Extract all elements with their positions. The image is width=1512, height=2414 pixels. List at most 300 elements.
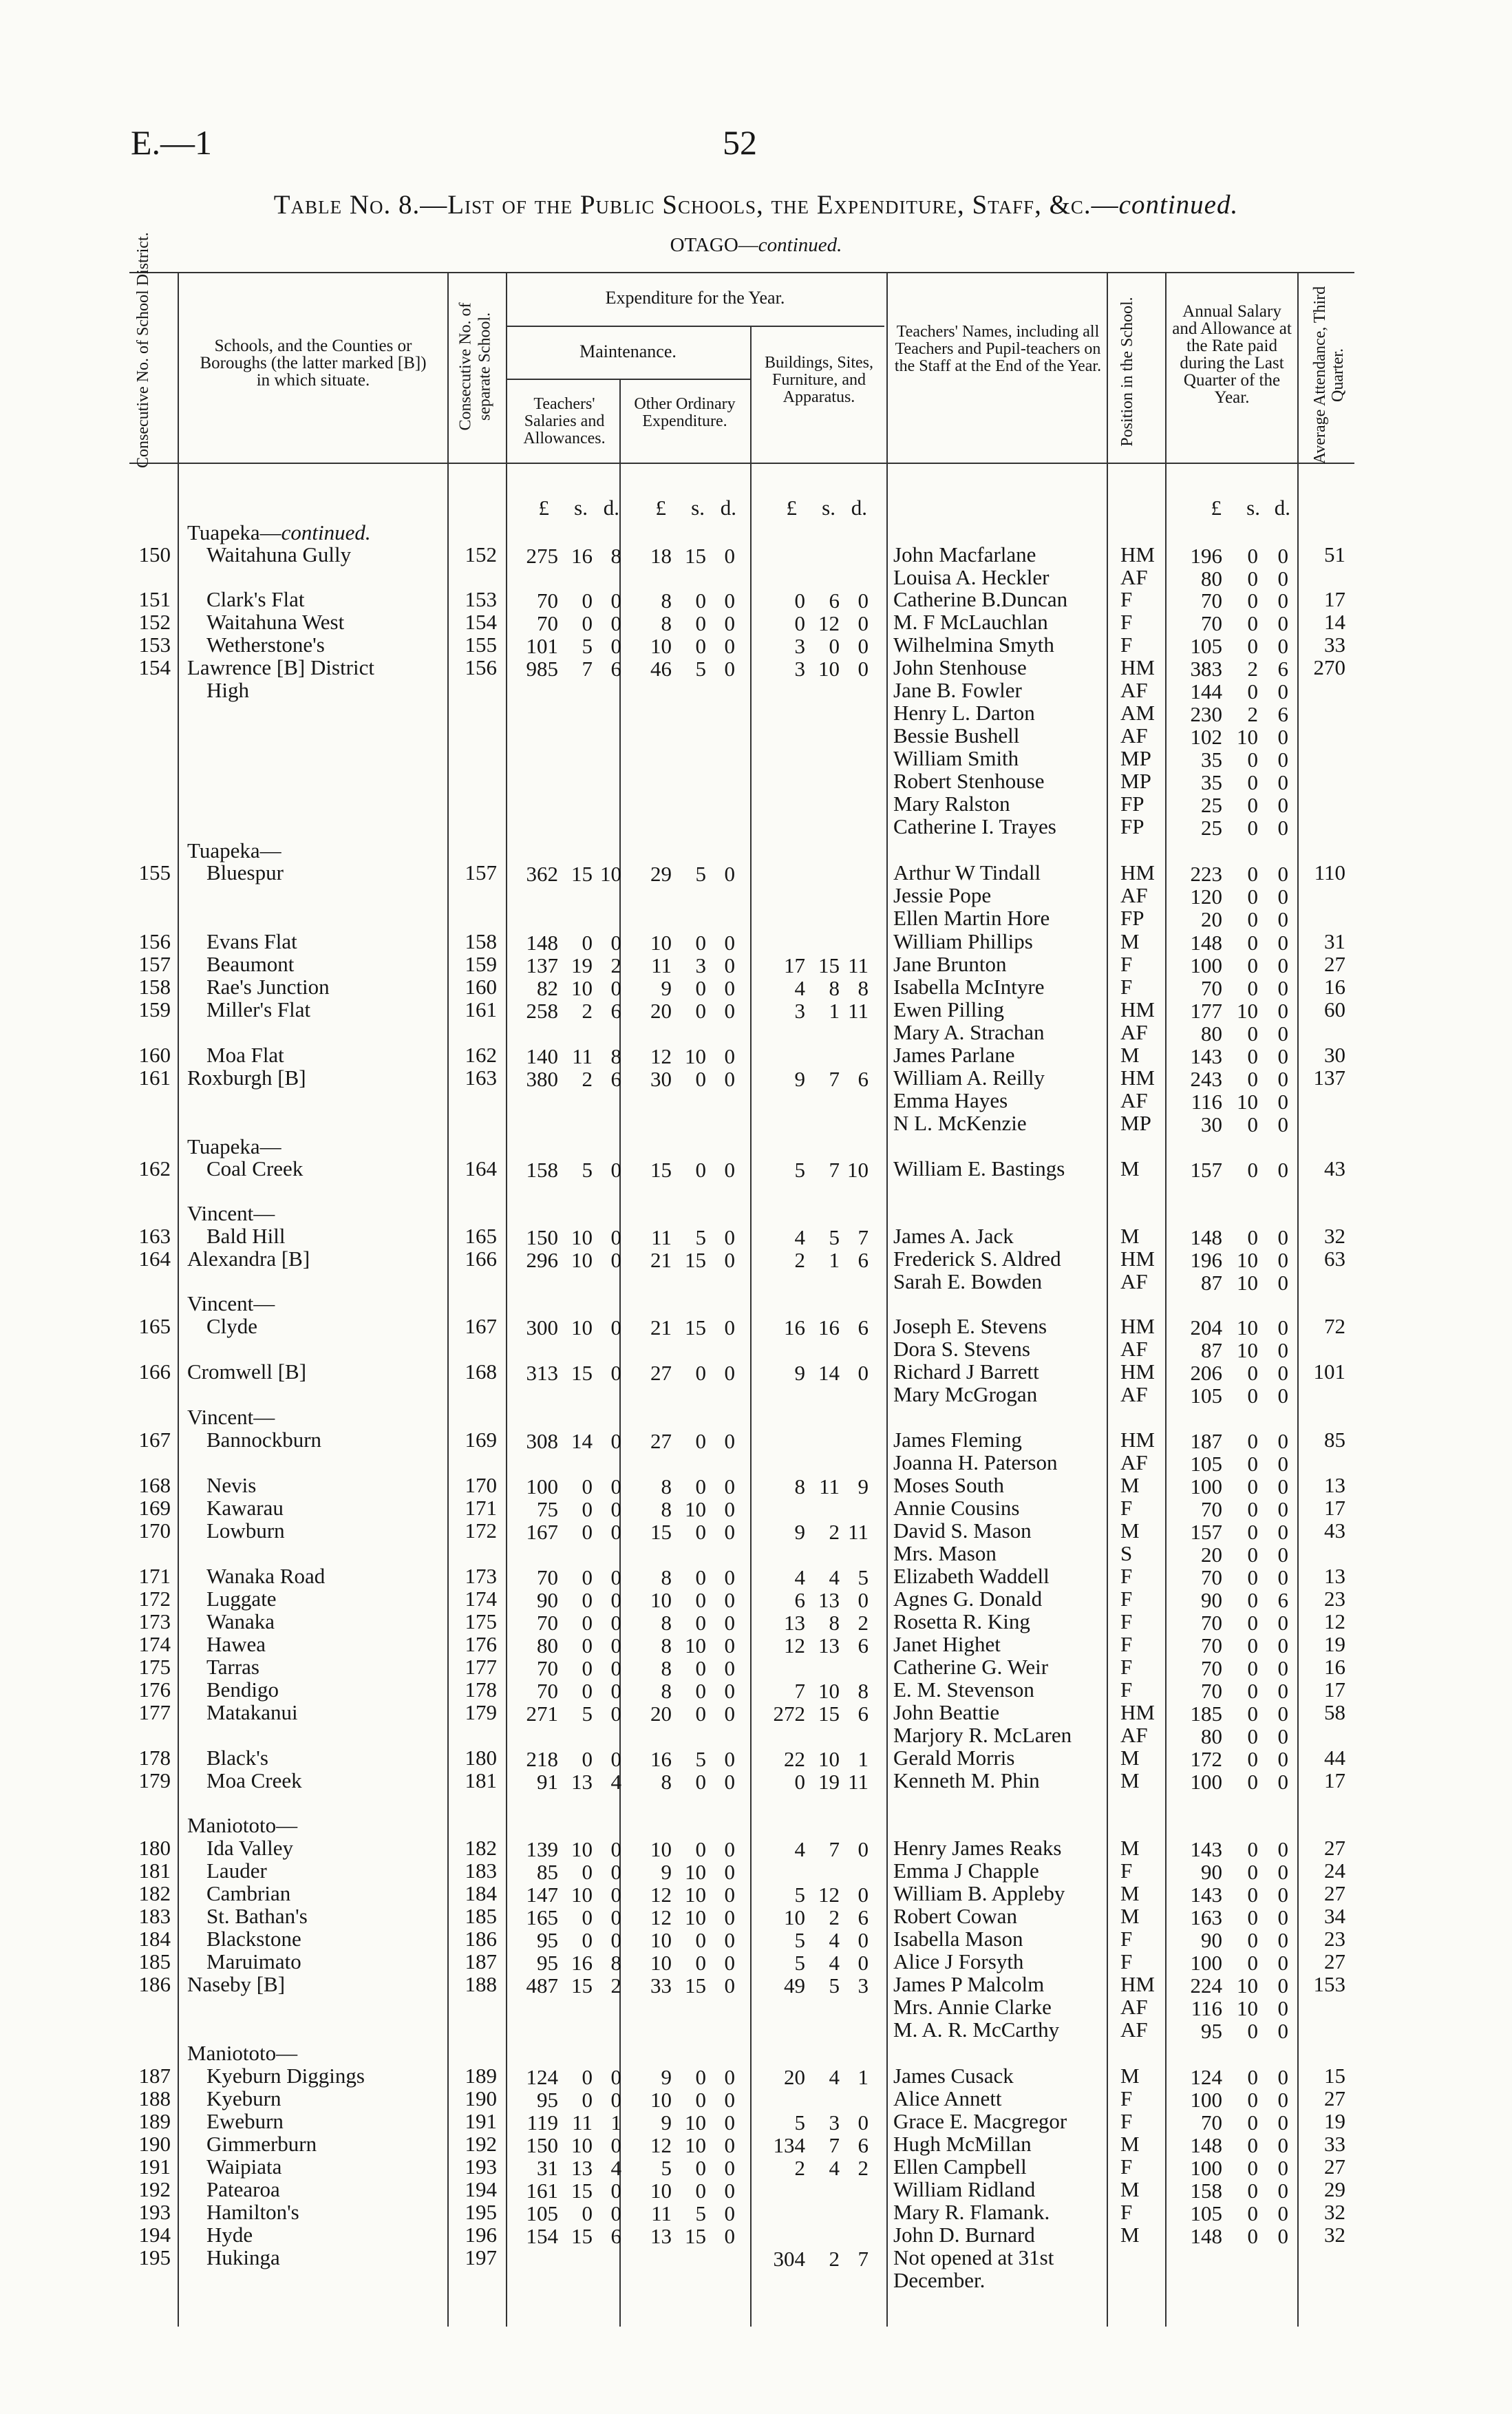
teacher-salary-pounds: 243 [1190,1067,1222,1091]
teacher-position: M [1120,1746,1140,1770]
other-expenditure-amount-pounds: 10 [650,1928,672,1952]
teacher-name: Mrs. Mason [893,1541,997,1565]
buildings-amount [761,2065,869,2090]
header-other-expenditure: Other Ordinary Expenditure. [634,395,736,430]
teacher-salary [1177,725,1288,750]
teacher-salary-shillings: 0 [1247,1361,1258,1385]
buildings-amount-pounds: 9 [794,1361,805,1385]
teachers-salaries-amount-pence: 0 [610,589,621,613]
subtitle-region: OTAGO— [670,234,758,256]
teacher-salary-pence: 0 [1277,1611,1288,1635]
district-number: 156 [138,929,171,953]
teacher-salary-shillings: 0 [1247,2019,1258,2043]
teacher-salary [1177,2019,1288,2044]
buildings-amount-shillings: 1 [829,999,840,1023]
other-expenditure-amount-pence: 0 [724,2179,735,2203]
teacher-salary-pounds: 70 [1201,611,1222,635]
teachers-salaries-amount [513,976,621,1001]
other-expenditure-amount [632,1928,735,1953]
teacher-salary-shillings: 0 [1247,544,1258,568]
district-number: 185 [138,1949,171,1973]
buildings-amount-pence: 0 [858,1951,869,1975]
other-expenditure-amount-shillings: 10 [685,1905,706,1929]
teachers-salaries-amount-pounds: 300 [526,1315,558,1340]
other-expenditure-amount-pounds: 10 [650,1837,672,1861]
buildings-amount-pence: 7 [858,1225,869,1249]
separate-school-number: 168 [465,1359,497,1384]
teacher-salary-pounds: 116 [1191,1090,1222,1114]
buildings-amount-shillings: 14 [818,1361,840,1385]
average-attendance: 32 [1324,2223,1345,2247]
buildings-amount-pounds: 304 [773,2247,805,2271]
school-name: Moa Flat [206,1043,284,1067]
county-group-heading: Vincent— [187,1201,275,1225]
buildings-amount-pounds: 0 [794,611,805,635]
school-name: Roxburgh [B] [187,1066,306,1090]
school-name: Ida Valley [206,1836,293,1860]
school-name: Wanaka Road [206,1564,326,1588]
buildings-amount [761,1158,869,1183]
teacher-salary-pounds: 100 [1190,1951,1222,1975]
teachers-salaries-amount [513,1747,621,1772]
teacher-salary-pence: 0 [1277,1067,1288,1091]
teachers-salaries-amount-pounds: 158 [526,1158,558,1182]
teacher-position: M [1120,1043,1140,1067]
teacher-salary-pounds: 20 [1201,907,1222,931]
other-expenditure-amount [632,1883,735,1907]
teachers-salaries-amount [513,931,621,955]
separate-school-number: 172 [465,1518,497,1543]
teachers-salaries-amount-pence: 0 [610,931,621,955]
other-expenditure-amount-shillings: 0 [695,1565,706,1589]
teacher-salary [1177,907,1288,932]
teacher-salary-pounds: 90 [1201,1928,1222,1952]
buildings-amount-shillings: 4 [829,1928,840,1952]
buildings-amount-shillings: 8 [829,976,840,1000]
teacher-salary-shillings: 0 [1247,1928,1258,1952]
teacher-salary [1177,589,1288,613]
average-attendance: 31 [1324,929,1345,953]
district-number: 165 [138,1314,171,1338]
district-number: 177 [138,1700,171,1724]
teacher-salary-shillings: 0 [1247,1747,1258,1771]
teachers-salaries-amount-pence: 0 [610,1928,621,1952]
average-attendance: 27 [1324,2154,1345,2179]
average-attendance: 43 [1324,1156,1345,1180]
other-expenditure-amount [632,1679,735,1704]
teacher-salary-pence: 0 [1277,1837,1288,1861]
school-name: Kawarau [206,1496,284,1520]
teacher-name: Joseph E. Stevens [893,1314,1047,1338]
district-number: 161 [138,1066,171,1090]
table-subtitle [0,234,1512,257]
teacher-name: Isabella Mason [893,1927,1023,1951]
teacher-salary-pence: 0 [1277,1248,1288,1272]
teacher-salary-shillings: 0 [1247,1021,1258,1046]
other-expenditure-amount [632,1315,735,1340]
teacher-salary-pounds: 70 [1201,1679,1222,1703]
other-expenditure-amount-pence: 0 [724,1588,735,1612]
other-expenditure-amount-shillings: 0 [695,1679,706,1703]
teacher-name: Kenneth M. Phin [893,1768,1040,1792]
teachers-salaries-amount-pounds: 82 [537,976,558,1000]
teacher-name: Frederick S. Aldred [893,1247,1061,1271]
other-expenditure-amount-shillings: 0 [695,931,706,955]
other-expenditure-amount-pence: 0 [724,1044,735,1068]
other-expenditure-amount [632,2065,735,2090]
school-name: Kyeburn [206,2086,281,2110]
teacher-name: John Macfarlane [893,542,1036,567]
teachers-salaries-amount-shillings: 0 [582,1588,593,1612]
teacher-position: MP [1120,746,1151,770]
teacher-salary-pence: 0 [1277,2088,1288,2112]
teacher-position: M [1120,1518,1140,1543]
rule-expenditure [506,326,884,327]
teacher-position: F [1120,952,1133,976]
other-expenditure-amount-pence: 0 [724,1248,735,1272]
other-expenditure-amount [632,1588,735,1613]
teacher-position: M [1120,1881,1140,1905]
teachers-salaries-amount [513,1315,621,1340]
teachers-salaries-amount-shillings: 10 [571,1883,593,1907]
teacher-position: AF [1120,1995,1148,2019]
buildings-amount [761,1905,869,1930]
teacher-name: Elizabeth Waddell [893,1564,1050,1588]
teachers-salaries-amount-pence: 0 [610,1860,621,1884]
buildings-amount-shillings: 7 [829,1158,840,1182]
teachers-salaries-amount-pence: 0 [610,1429,621,1453]
teachers-salaries-amount [513,1474,621,1499]
other-expenditure-amount [632,1951,735,1976]
separate-school-number: 156 [465,655,497,679]
teacher-name: Rosetta R. King [893,1609,1030,1633]
teacher-salary [1177,976,1288,1001]
teacher-salary-pence: 0 [1277,1973,1288,1998]
teachers-salaries-amount [513,862,621,887]
other-expenditure-amount-pence: 0 [724,1770,735,1794]
teachers-salaries-amount-pounds: 140 [526,1044,558,1068]
teacher-name: Catherine I. Trayes [893,814,1056,838]
header-teachers-names: Teachers' Names, including all Teachers and Pupil-teachers on the Staff at the End of the Year. [894,323,1102,375]
other-expenditure-amount-shillings: 0 [695,2179,706,2203]
header-average-attendance: Average Attendance, Third Quarter. [1311,286,1347,465]
school-name: Lowburn [206,1518,285,1543]
teacher-salary-shillings: 0 [1247,634,1258,658]
buildings-amount-shillings: 4 [829,1565,840,1589]
teacher-position: M [1120,1836,1140,1860]
teacher-name: Grace E. Macgregor [893,2109,1067,2133]
teacher-position: M [1120,1904,1140,1928]
teacher-salary-pounds: 143 [1190,1044,1222,1068]
teacher-salary-pence: 0 [1277,1497,1288,1521]
other-expenditure-amount-pence: 0 [724,999,735,1023]
buildings-amount [761,1951,869,1976]
other-expenditure-amount-pence: 0 [724,1361,735,1385]
teacher-salary-shillings: 10 [1237,1248,1258,1272]
teachers-salaries-amount-pounds: 150 [526,1225,558,1249]
teacher-salary-pounds: 144 [1190,679,1222,703]
teachers-salaries-amount [513,589,621,613]
buildings-amount-pounds: 6 [794,1588,805,1612]
teacher-salary-pounds: 177 [1190,999,1222,1023]
buildings-amount-pounds: 272 [773,1702,805,1726]
teacher-name: Henry L. Darton [893,701,1035,725]
other-expenditure-amount-shillings: 0 [695,976,706,1000]
teacher-position: AF [1120,723,1148,748]
teacher-name: John Beattie [893,1700,1000,1724]
teacher-salary-pence: 0 [1277,816,1288,840]
other-expenditure-amount-shillings: 10 [685,2110,706,2135]
other-expenditure-amount-pounds: 8 [661,1679,672,1703]
district-number: 187 [138,2064,171,2088]
teachers-salaries-amount [513,1679,621,1704]
other-expenditure-amount-pounds: 10 [650,2088,672,2112]
teachers-salaries-amount-pence: 0 [610,2201,621,2225]
teacher-salary [1177,1497,1288,1522]
teacher-salary [1177,679,1288,704]
teacher-salary-pounds: 148 [1190,2133,1222,2157]
teacher-salary-pounds: 196 [1190,544,1222,568]
district-number: 150 [138,542,171,567]
buildings-amount [761,1928,869,1953]
other-expenditure-amount [632,1361,735,1386]
other-expenditure-amount-pounds: 21 [650,1315,672,1340]
buildings-amount [761,1248,869,1273]
teacher-salary-pence: 0 [1277,1543,1288,1567]
school-name: Beaumont [206,952,295,976]
teacher-salary [1177,1702,1288,1726]
buildings-amount-shillings: 7 [829,2133,840,2157]
average-attendance: 137 [1313,1066,1345,1090]
other-expenditure-amount-pounds: 8 [661,1770,672,1794]
teacher-salary-shillings: 0 [1247,1905,1258,1929]
teacher-salary-shillings: 0 [1247,862,1258,886]
average-attendance: 23 [1324,1927,1345,1951]
teacher-name: Joanna H. Paterson [893,1450,1058,1474]
buildings-amount-shillings: 2 [829,2247,840,2271]
teacher-salary-pence: 0 [1277,2156,1288,2180]
teacher-position: FP [1120,906,1144,930]
teacher-salary-pounds: 20 [1201,1543,1222,1567]
teachers-salaries-amount-pounds: 161 [526,2179,558,2203]
district-number: 153 [138,633,171,657]
buildings-amount-pence: 0 [858,1883,869,1907]
teacher-salary-pounds: 100 [1190,1770,1222,1794]
district-number: 179 [138,1768,171,1792]
teacher-salary [1177,1633,1288,1658]
average-attendance: 101 [1313,1359,1345,1384]
other-expenditure-amount-shillings: 0 [695,2088,706,2112]
teachers-salaries-amount [513,2088,621,2113]
other-expenditure-amount-pounds: 46 [650,657,672,681]
buildings-amount-pence: 0 [858,1361,869,1385]
separate-school-number: 186 [465,1927,497,1951]
teacher-salary [1177,931,1288,955]
teacher-name: Ellen Campbell [893,2154,1027,2179]
other-expenditure-amount-pounds: 20 [650,1702,672,1726]
units-salary: £ s. d. [1211,496,1290,520]
other-expenditure-amount [632,657,735,681]
average-attendance: 33 [1324,2132,1345,2156]
separate-school-number: 153 [465,587,497,611]
teacher-position: FP [1120,814,1144,838]
average-attendance: 12 [1324,1609,1345,1633]
teacher-salary-shillings: 0 [1247,2065,1258,2089]
teacher-position: AM [1120,701,1155,725]
other-expenditure-amount-shillings: 0 [695,1361,706,1385]
teacher-salary-shillings: 0 [1247,1067,1258,1091]
other-expenditure-amount [632,1565,735,1590]
teachers-salaries-amount-shillings: 10 [571,2133,593,2157]
teachers-salaries-amount-shillings: 16 [571,544,593,568]
teacher-salary-pence: 0 [1277,1565,1288,1589]
other-expenditure-amount [632,611,735,636]
average-attendance: 16 [1324,1655,1345,1679]
teachers-salaries-amount-pence: 0 [610,2065,621,2089]
school-name: Naseby [B] [187,1972,286,1996]
teacher-position: AF [1120,1269,1148,1293]
col-rule-2 [447,272,449,2327]
district-number: 174 [138,1632,171,1656]
teacher-position: F [1120,633,1133,657]
district-number: 162 [138,1156,171,1180]
teacher-salary-pounds: 25 [1201,816,1222,840]
teacher-salary-shillings: 0 [1247,816,1258,840]
other-expenditure-amount-shillings: 0 [695,1588,706,1612]
district-number: 193 [138,2200,171,2224]
teachers-salaries-amount-pounds: 70 [537,1565,558,1589]
teachers-salaries-amount-pounds: 148 [526,931,558,955]
other-expenditure-amount-pence: 0 [724,953,735,977]
teacher-salary-shillings: 0 [1247,1883,1258,1907]
teachers-salaries-amount [513,1588,621,1613]
other-expenditure-amount-pounds: 8 [661,1611,672,1635]
teacher-salary [1177,1429,1288,1454]
buildings-amount-pounds: 9 [794,1520,805,1544]
teacher-salary-shillings: 0 [1247,1860,1258,1884]
teacher-salary-pounds: 95 [1201,2019,1222,2043]
teacher-salary-shillings: 0 [1247,1837,1258,1861]
teacher-salary-pence: 0 [1277,2019,1288,2043]
teacher-salary [1177,885,1288,909]
report-reference: E.—1 [131,123,213,162]
teachers-salaries-amount-pounds: 271 [526,1702,558,1726]
teacher-salary-pounds: 148 [1190,2224,1222,2248]
teacher-salary-pounds: 87 [1201,1271,1222,1295]
other-expenditure-amount-pence: 0 [724,1497,735,1521]
teacher-salary [1177,544,1288,569]
teacher-salary-shillings: 0 [1247,1474,1258,1499]
teachers-salaries-amount-pence: 0 [610,1679,621,1703]
separate-school-number: 169 [465,1428,497,1452]
teacher-salary-shillings: 0 [1247,2088,1258,2112]
school-name: Bendigo [206,1677,279,1702]
teacher-salary-pence: 0 [1277,1770,1288,1794]
buildings-amount-pence: 0 [858,1588,869,1612]
other-expenditure-amount-shillings: 0 [695,1951,706,1975]
teacher-name: December. [893,2268,986,2292]
other-expenditure-amount [632,1633,735,1658]
teachers-salaries-amount [513,1656,621,1681]
teacher-position: F [1120,1609,1133,1633]
other-expenditure-amount [632,1747,735,1772]
teachers-salaries-amount-pence: 6 [610,657,621,681]
teacher-position: M [1120,1224,1140,1248]
teacher-salary-pence: 0 [1277,1724,1288,1748]
teacher-name: E. M. Stevenson [893,1677,1034,1702]
other-expenditure-amount-shillings: 10 [685,1883,706,1907]
teacher-name: Louisa A. Heckler [893,565,1050,589]
teacher-salary [1177,1996,1288,2021]
teacher-salary [1177,1044,1288,1069]
buildings-amount-pence: 6 [858,2133,869,2157]
teacher-position: M [1120,2064,1140,2088]
buildings-amount-pounds: 0 [794,589,805,613]
other-expenditure-amount-pounds: 15 [650,1158,672,1182]
teacher-salary-pounds: 80 [1201,1724,1222,1748]
teacher-salary-pence: 0 [1277,611,1288,635]
buildings-amount-shillings: 15 [818,1702,840,1726]
average-attendance: 27 [1324,1881,1345,1905]
teachers-salaries-amount-pounds: 105 [526,2201,558,2225]
other-expenditure-amount [632,931,735,955]
teacher-salary-pounds: 163 [1190,1905,1222,1929]
teacher-salary [1177,1315,1288,1340]
other-expenditure-amount-shillings: 5 [695,2201,706,2225]
teachers-salaries-amount [513,2201,621,2226]
teachers-salaries-amount-pence: 1 [610,2110,621,2135]
other-expenditure-amount-shillings: 15 [685,1973,706,1998]
teacher-salary-pence: 0 [1277,1860,1288,1884]
buildings-amount [761,1588,869,1613]
teachers-salaries-amount-pence: 6 [610,2224,621,2248]
buildings-amount-pence: 9 [858,1474,869,1499]
county-group-heading: Tuapeka—continued. [187,520,371,544]
teacher-salary [1177,702,1288,727]
teacher-salary-pounds: 116 [1191,1996,1222,2020]
average-attendance: 29 [1324,2177,1345,2201]
school-name: Coal Creek [206,1156,304,1180]
other-expenditure-amount [632,1067,735,1092]
teachers-salaries-amount-pence: 0 [610,1158,621,1182]
school-name: Nevis [206,1473,257,1497]
teachers-salaries-amount-pence: 2 [610,1973,621,1998]
buildings-amount-pence: 0 [858,611,869,635]
separate-school-number: 159 [465,952,497,976]
buildings-amount [761,953,869,978]
teacher-salary-shillings: 0 [1247,953,1258,977]
teachers-salaries-amount-pounds: 70 [537,1611,558,1635]
other-expenditure-amount-pence: 0 [724,1315,735,1340]
district-number: 155 [138,860,171,885]
teacher-salary [1177,1973,1288,1998]
teacher-salary-pence: 0 [1277,1044,1288,1068]
teacher-salary-pence: 0 [1277,999,1288,1023]
district-number: 163 [138,1224,171,1248]
teachers-salaries-amount [513,1520,621,1545]
teacher-salary-pence: 0 [1277,1951,1288,1975]
other-expenditure-amount [632,2201,735,2226]
teacher-salary [1177,2224,1288,2249]
teacher-position: M [1120,2177,1140,2201]
school-name: Lauder [206,1859,267,1883]
teacher-name: Mary McGrogan [893,1382,1038,1406]
teacher-salary-shillings: 10 [1237,999,1258,1023]
other-expenditure-amount-shillings: 0 [695,1656,706,1680]
table-title-main: Table No. 8.—List of the Public Schools, the Expenditure, Staff, &c.— [273,190,1119,220]
teacher-salary-pence: 0 [1277,1338,1288,1362]
buildings-amount-shillings: 5 [829,1973,840,1998]
